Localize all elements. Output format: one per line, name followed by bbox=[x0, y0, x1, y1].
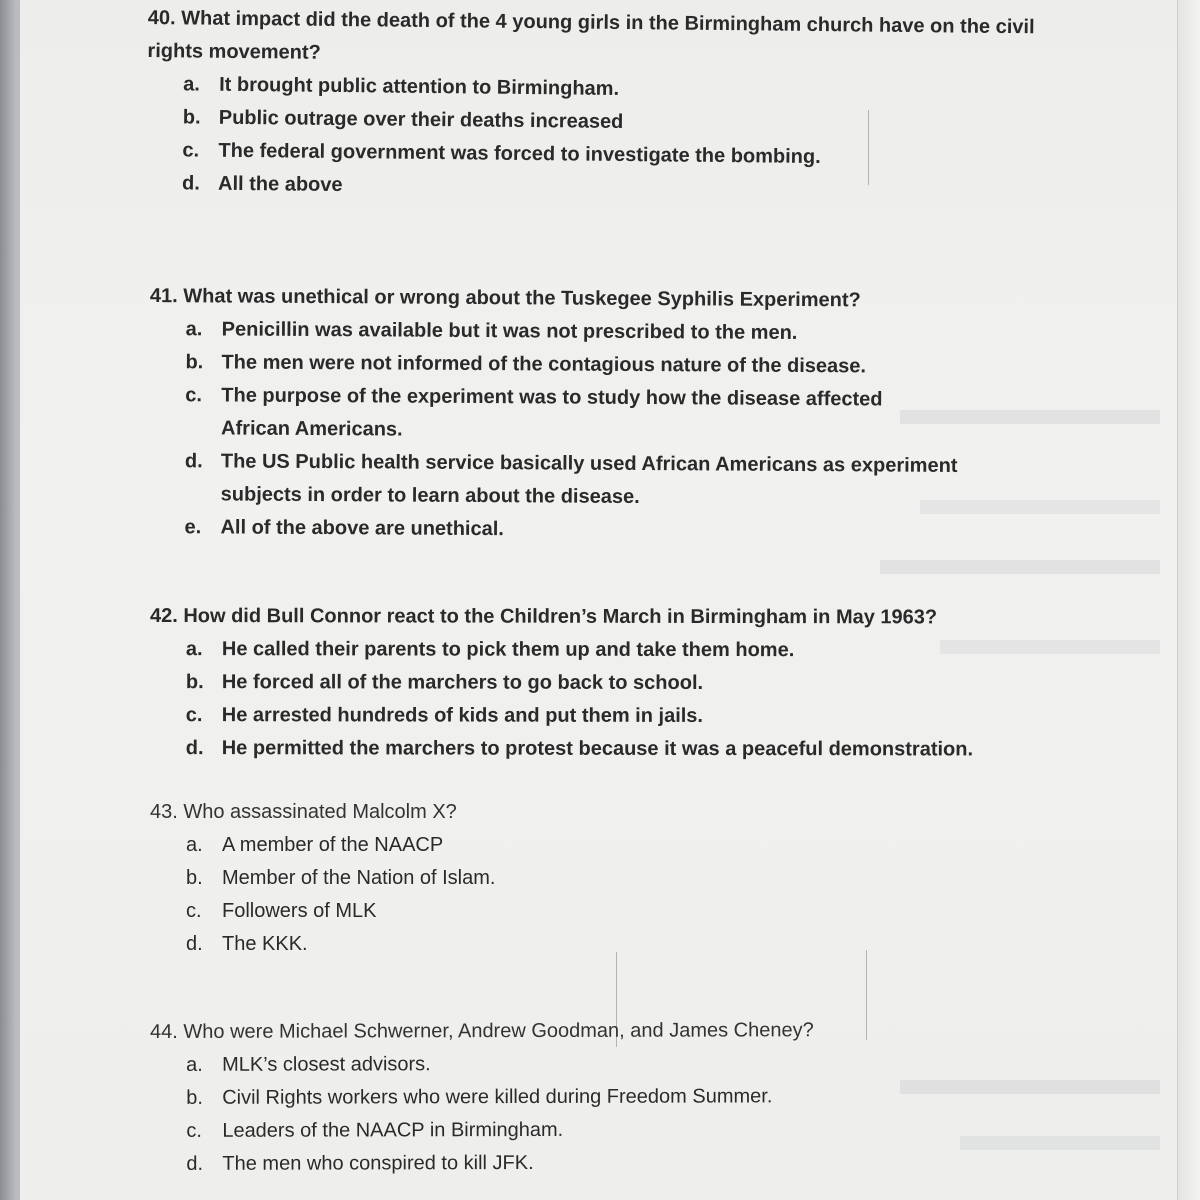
option-text: The federal government was forced to investigate the bombing. bbox=[218, 139, 821, 169]
answer-options bbox=[182, 68, 1047, 209]
question-41 bbox=[148, 280, 1050, 549]
option-text: It brought public attention to Birmingham. bbox=[219, 73, 620, 100]
option-letter: d. bbox=[181, 172, 200, 195]
question-prompt: 40. What impact did the death of the 4 young girls in the Birmingham church have on the civil rights movement? bbox=[147, 6, 1035, 64]
option-letter: a. bbox=[183, 73, 200, 96]
option-letter: c. bbox=[185, 384, 203, 407]
option-text: He permitted the marchers to protest because it was a peaceful demonstration. bbox=[221, 737, 974, 761]
option-text: The men who conspired to kill JFK. bbox=[222, 1151, 534, 1175]
option-text: Followers of MLK bbox=[222, 900, 377, 922]
option-text: He called their parents to pick them up and take them home. bbox=[221, 638, 795, 662]
option-text: All of the above are unethical. bbox=[220, 516, 504, 541]
option-text: Leaders of the NAACP in Birmingham. bbox=[222, 1118, 564, 1142]
option-letter: a. bbox=[185, 318, 203, 341]
option-text: He arrested hundreds of kids and put them in jails. bbox=[221, 704, 704, 727]
option-letter: d. bbox=[184, 450, 203, 473]
question-prompt: 42. How did Bull Connor react to the Children’s March in Birmingham in May 1963? bbox=[149, 605, 938, 629]
bleed-through-mark bbox=[880, 560, 1160, 574]
answer-option[interactable] bbox=[186, 633, 990, 667]
answer-option[interactable] bbox=[184, 511, 1048, 549]
answer-option[interactable] bbox=[186, 862, 850, 895]
question-prompt: 41. What was unethical or wrong about the Tuskegee Syphilis Experiment? bbox=[149, 284, 861, 312]
question-40 bbox=[146, 2, 1048, 209]
option-letter: a. bbox=[186, 1053, 203, 1076]
option-letter: e. bbox=[184, 516, 202, 539]
answer-option[interactable] bbox=[185, 379, 1049, 450]
answer-options bbox=[186, 829, 850, 961]
answer-options bbox=[186, 633, 990, 766]
answer-option[interactable] bbox=[186, 699, 990, 733]
option-letter: b. bbox=[185, 671, 204, 694]
answer-option[interactable] bbox=[186, 1047, 870, 1082]
option-text: He forced all of the marchers to go back to school. bbox=[221, 671, 704, 694]
bleed-through-mark bbox=[900, 1080, 1160, 1094]
option-letter: d. bbox=[186, 1152, 204, 1175]
option-letter: b. bbox=[182, 106, 201, 129]
answer-option[interactable] bbox=[186, 829, 850, 862]
option-text: All the above bbox=[217, 172, 343, 197]
answer-option[interactable] bbox=[185, 445, 1049, 516]
option-text: Member of the Nation of Islam. bbox=[222, 867, 496, 889]
option-letter: a. bbox=[186, 834, 203, 856]
option-text: MLK’s closest advisors. bbox=[222, 1053, 431, 1076]
option-letter: c. bbox=[186, 1119, 202, 1142]
option-letter: b. bbox=[186, 867, 203, 889]
answer-option[interactable] bbox=[186, 1146, 870, 1181]
option-letter: d. bbox=[185, 737, 204, 760]
option-text: The KKK. bbox=[222, 933, 308, 955]
option-letter: c. bbox=[186, 900, 202, 922]
option-letter: b. bbox=[186, 1086, 203, 1109]
answer-option[interactable] bbox=[186, 732, 990, 766]
worksheet-page bbox=[20, 0, 1180, 1200]
answer-options bbox=[184, 313, 1049, 549]
option-text: Civil Rights workers who were killed during Freedom Summer. bbox=[222, 1085, 773, 1109]
option-text: Public outrage over their deaths increased bbox=[218, 106, 624, 133]
option-text: The purpose of the experiment was to study how the disease affected African Americans. bbox=[221, 384, 883, 441]
question-42 bbox=[150, 600, 990, 766]
question-43 bbox=[150, 796, 850, 961]
question-44 bbox=[150, 1014, 870, 1181]
question-prompt: 44. Who were Michael Schwerner, Andrew Goodman, and James Cheney? bbox=[150, 1019, 814, 1043]
option-letter: b. bbox=[185, 351, 204, 374]
answer-option[interactable] bbox=[186, 666, 990, 700]
answer-option[interactable] bbox=[186, 928, 850, 961]
option-letter: a. bbox=[185, 638, 203, 661]
option-letter: d. bbox=[186, 933, 203, 955]
option-letter: c. bbox=[185, 704, 203, 727]
option-text: Penicillin was available but it was not prescribed to the men. bbox=[221, 318, 798, 344]
answer-options bbox=[186, 1047, 870, 1181]
answer-option[interactable] bbox=[186, 313, 1050, 351]
adjacent-page-edge bbox=[1177, 0, 1200, 1200]
question-prompt: 43. Who assassinated Malcolm X? bbox=[150, 801, 457, 823]
answer-option[interactable] bbox=[185, 346, 1049, 384]
option-text: The men were not informed of the contagious nature of the disease. bbox=[221, 351, 867, 378]
option-text: A member of the NAACP bbox=[222, 834, 444, 856]
bleed-through-mark bbox=[960, 1136, 1160, 1150]
option-text: The US Public health service basically used African Americans as experiment subjects in order to learn about the disease. bbox=[220, 450, 958, 508]
answer-option[interactable] bbox=[186, 1113, 870, 1148]
option-letter: c. bbox=[182, 139, 200, 162]
answer-option[interactable] bbox=[186, 895, 850, 928]
answer-option[interactable] bbox=[186, 1080, 870, 1115]
